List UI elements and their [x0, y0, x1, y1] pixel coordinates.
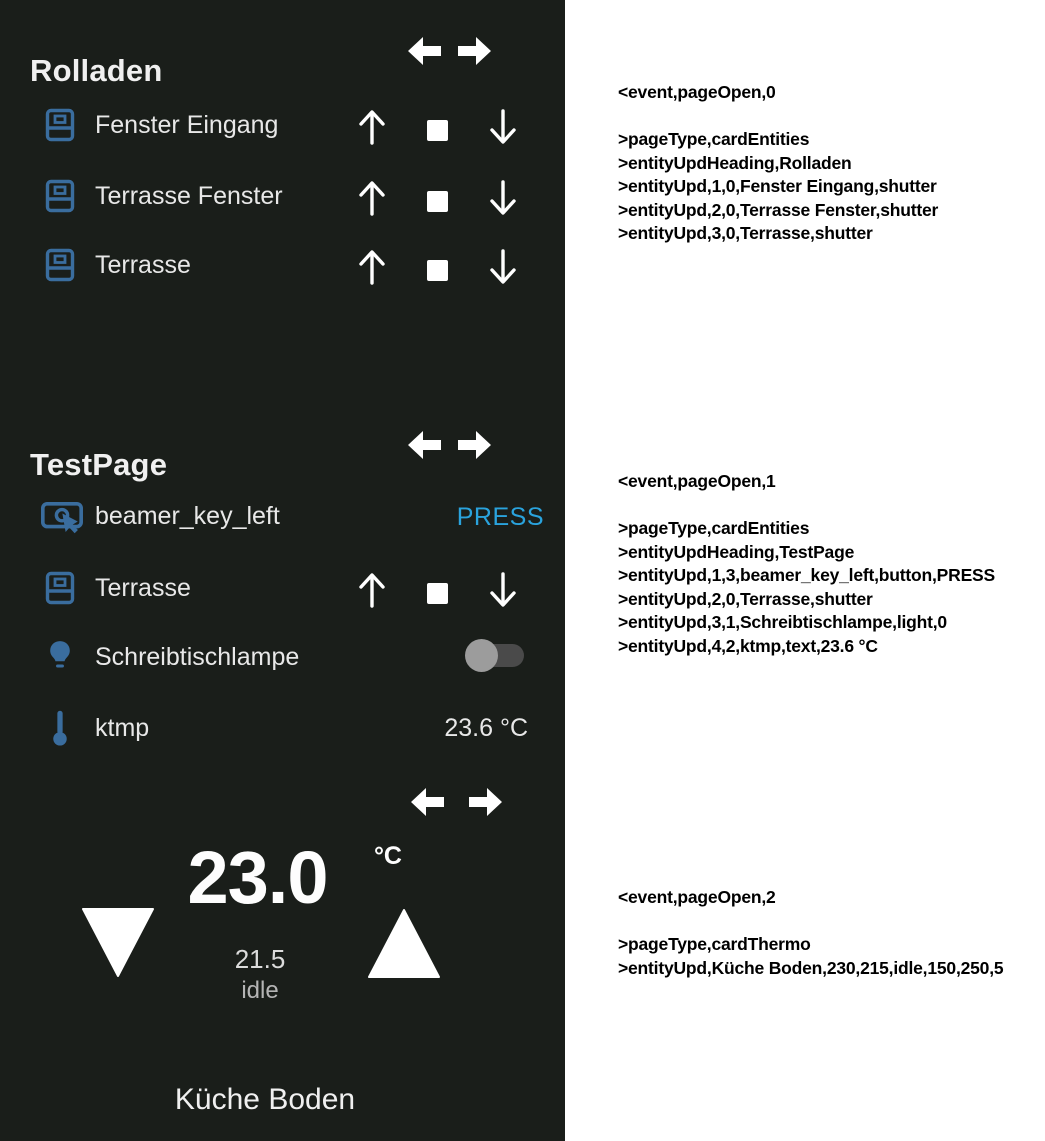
protocol-event-line: <event,pageOpen,1 — [618, 471, 776, 491]
entity-row-fenster-eingang — [0, 103, 565, 147]
protocol-line: >pageType,cardEntities — [618, 129, 810, 149]
shutter-stop-button[interactable] — [417, 566, 457, 610]
arrow-left-icon — [411, 787, 444, 817]
shutter-up-button[interactable] — [352, 566, 392, 610]
stop-square-icon — [427, 191, 448, 212]
shutter-stop-button[interactable] — [417, 103, 457, 147]
next-page-button[interactable] — [458, 430, 491, 460]
entity-label: Terrasse — [95, 574, 191, 602]
protocol-block-page2 — [618, 886, 1003, 980]
next-page-button[interactable] — [458, 36, 491, 66]
protocol-line: >entityUpd,2,0,Terrasse Fenster,shutter — [618, 199, 939, 220]
prev-page-button[interactable] — [411, 787, 444, 817]
page-title: Rolladen — [30, 52, 163, 88]
protocol-line: >entityUpd,1,3,beamer_key_left,button,PRESS — [618, 565, 995, 585]
stop-square-icon — [427, 583, 448, 604]
protocol-line: >entityUpd,1,0,Fenster Eingang,shutter — [618, 176, 937, 196]
arrow-right-icon — [458, 430, 491, 460]
entity-row-terrasse — [0, 243, 565, 287]
current-temperature-display — [155, 836, 402, 919]
protocol-event-line: <event,pageOpen,0 — [618, 82, 776, 102]
entity-label: ktmp — [95, 714, 150, 742]
toggle-knob — [465, 639, 498, 672]
protocol-line: >entityUpdHeading,Rolladen — [618, 152, 852, 173]
protocol-line: >entityUpd,3,0,Terrasse,shutter — [618, 223, 873, 243]
gesture-tap-button-icon — [40, 498, 84, 536]
temp-decrease-button[interactable] — [82, 908, 154, 978]
arrow-up-icon — [355, 106, 389, 146]
light-toggle-switch[interactable] — [467, 644, 524, 667]
entity-row-ktmp — [0, 706, 565, 750]
entity-label: Terrasse Fenster — [95, 182, 283, 210]
arrow-up-icon — [355, 246, 389, 286]
protocol-line: >entityUpdHeading,TestPage — [618, 541, 855, 562]
protocol-block-page0 — [618, 81, 938, 246]
shutter-down-button[interactable] — [483, 103, 523, 147]
target-temperature: 21.5 — [234, 944, 286, 974]
shutter-icon — [45, 179, 75, 213]
temperature-value: 23.6 °C — [444, 714, 528, 742]
entity-label: Terrasse — [95, 251, 191, 279]
triangle-up-icon — [368, 908, 440, 978]
entity-label: Schreibtischlampe — [95, 643, 300, 671]
entity-row-terrasse-fenster — [0, 174, 565, 218]
arrow-down-icon — [486, 246, 520, 286]
arrow-up-icon — [355, 569, 389, 609]
shutter-up-button[interactable] — [352, 103, 392, 147]
protocol-block-page1 — [618, 470, 995, 658]
stop-square-icon — [427, 260, 448, 281]
protocol-line: >entityUpd,2,0,Terrasse,shutter — [618, 588, 873, 609]
page-title: TestPage — [30, 446, 168, 482]
shutter-down-button[interactable] — [483, 566, 523, 610]
arrow-left-icon — [408, 36, 441, 66]
entity-label: beamer_key_left — [95, 502, 280, 530]
next-page-button[interactable] — [469, 787, 502, 817]
protocol-line: >pageType,cardThermo — [618, 934, 811, 954]
shutter-icon — [45, 571, 75, 605]
shutter-down-button[interactable] — [483, 174, 523, 218]
prev-page-button[interactable] — [408, 36, 441, 66]
light-bulb-icon — [46, 639, 74, 676]
temperature-unit: °C — [373, 842, 402, 870]
arrow-right-icon — [469, 787, 502, 817]
shutter-down-button[interactable] — [483, 243, 523, 287]
protocol-line: >entityUpd,Küche Boden,230,215,idle,150,250,5 — [618, 957, 1004, 978]
current-temperature: 23.0 — [187, 836, 328, 919]
prev-page-button[interactable] — [408, 430, 441, 460]
press-button[interactable]: PRESS — [430, 494, 550, 540]
protocol-event-line: <event,pageOpen,2 — [618, 887, 776, 907]
thermostat-name: Küche Boden — [174, 1083, 356, 1116]
stop-square-icon — [427, 120, 448, 141]
entity-row-schreibtischlampe — [0, 635, 565, 679]
protocol-line: >entityUpd,4,2,ktmp,text,23.6 °C — [618, 635, 878, 656]
protocol-line: >pageType,cardEntities — [618, 518, 810, 538]
shutter-stop-button[interactable] — [417, 174, 457, 218]
shutter-stop-button[interactable] — [417, 243, 457, 287]
thermometer-icon — [51, 709, 69, 747]
entity-row-terrasse — [0, 566, 565, 610]
shutter-up-button[interactable] — [352, 174, 392, 218]
protocol-line: >entityUpd,3,1,Schreibtischlampe,light,0 — [618, 612, 947, 632]
shutter-up-button[interactable] — [352, 243, 392, 287]
shutter-icon — [45, 248, 75, 282]
temp-increase-button[interactable] — [368, 908, 440, 978]
entity-row-beamer-key-left — [0, 494, 565, 538]
arrow-down-icon — [486, 177, 520, 217]
arrow-down-icon — [486, 569, 520, 609]
shutter-icon — [45, 108, 75, 142]
entity-label: Fenster Eingang — [95, 111, 279, 139]
arrow-right-icon — [458, 36, 491, 66]
arrow-up-icon — [355, 177, 389, 217]
triangle-down-icon — [82, 908, 154, 978]
thermostat-state: idle — [241, 977, 279, 1004]
arrow-down-icon — [486, 106, 520, 146]
arrow-left-icon — [408, 430, 441, 460]
